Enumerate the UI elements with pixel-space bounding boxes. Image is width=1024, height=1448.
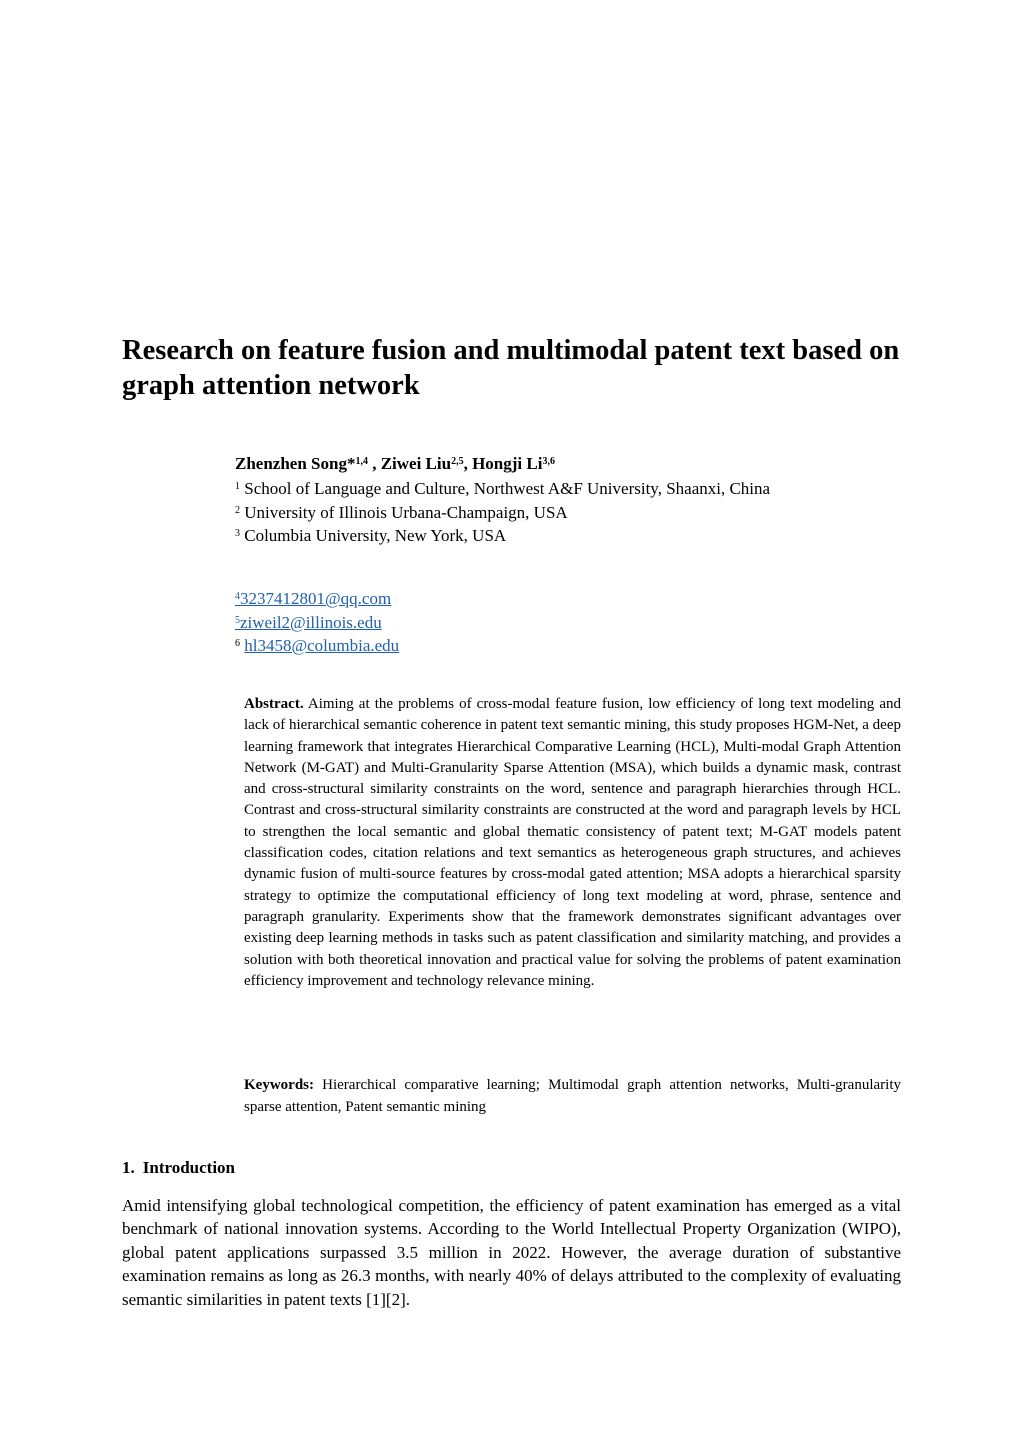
affiliation — [235, 524, 770, 548]
author-name: Hongji Li — [472, 454, 543, 473]
email-marker: 5 — [235, 614, 240, 626]
author-affiliation-marker: 2,5 — [451, 456, 464, 467]
author-affiliation-marker: 1,4 — [355, 456, 368, 467]
author-name: Ziwei Liu — [380, 454, 452, 473]
email-link[interactable] — [235, 613, 382, 632]
email-marker: 4 — [235, 591, 240, 602]
paper-title: Research on feature fusion and multimodal patent text based on graph attention network — [122, 335, 900, 401]
affiliation-marker: 1 — [235, 481, 240, 492]
author-separator: , — [463, 454, 473, 473]
email-address: 3237412801@qq.com — [240, 589, 392, 608]
email-link[interactable] — [235, 589, 391, 608]
email-entry — [235, 587, 399, 611]
email-list — [235, 587, 399, 658]
email-address: ziweil2@illinois.edu — [240, 612, 382, 632]
email-entry — [235, 634, 399, 658]
email-address: hl3458@columbia.edu — [244, 636, 400, 655]
author-affiliation-marker: 3,6 — [542, 456, 555, 467]
email-entry — [235, 611, 399, 635]
affiliation-list — [235, 477, 770, 548]
keywords-text: Hierarchical comparative learning; Multimodal graph attention networks, Multi-granularity sparse attention, Patent semantic mining — [244, 1077, 901, 1115]
author-line — [235, 452, 555, 476]
keywords-label: Keywords: — [244, 1077, 314, 1093]
abstract — [244, 694, 901, 992]
affiliation-text: School of Language and Culture, Northwest A&F University, Shaanxi, China — [244, 479, 771, 498]
intro-paragraph: Amid intensifying global technological competition, the efficiency of patent examination has emerged as a vital benchmark of national innovation systems. According to the World Intellectual Property Organization (WIPO), global patent applications surpassed 3.5 million in 2022. However, the average duration of substantive examination remains as long as 26.3 months, with nearly 40% of delays attributed to the complexity of evaluating semantic similarities in patent texts [1][2]. — [122, 1196, 901, 1309]
section-number: 1. — [122, 1158, 135, 1177]
email-marker: 6 — [235, 638, 240, 649]
author-separator: , — [367, 454, 381, 473]
affiliation-text: University of Illinois Urbana-Champaign, USA — [244, 502, 568, 522]
abstract-label: Abstract. — [244, 696, 304, 712]
email-link[interactable] — [244, 636, 399, 655]
affiliation — [235, 501, 770, 525]
affiliation — [235, 477, 770, 501]
section-heading — [122, 1157, 235, 1179]
section-title: Introduction — [142, 1158, 236, 1177]
author-name: Zhenzhen Song* — [235, 454, 356, 473]
affiliation-marker: 3 — [235, 528, 240, 539]
abstract-text: Aiming at the problems of cross-modal feature fusion, low efficiency of long text modeling and lack of hierarchical semantic coherence in patent text semantic mining, this study proposes HGM-Net, a deep learning framework that integrates Hierarchical Comparative Learning (HCL), Multi-modal Graph Attention Network (M-GAT) and Multi-Granularity Sparse Attention (MSA), which builds a dynamic mask, contrast and cross-structural similarity constraints on the word, sentence and paragraph hierarchies through HCL. Contrast and cross-structural similarity constraints are constructed at the word and paragraph levels by HCL to strengthen the local semantic and global thematic consistency of patent text; M-GAT models patent classification codes, citation relations and text semantics as heterogeneous graph structures, and achieves dynamic fusion of multi-source features by cross-modal gated attention; MSA adopts a hierarchical sparsity strategy to optimize the computational efficiency of long text modeling at word, phrase, sentence and paragraph granularity. Experiments show that the framework demonstrates significant advantages over existing deep learning methods in tasks such as patent classification and similarity matching, and provides a solution with both theoretical innovation and practical value for solving the problems of patent examination efficiency improvement and technology relevance mining. — [244, 696, 901, 989]
affiliation-text: Columbia University, New York, USA — [244, 526, 507, 545]
affiliation-marker: 2 — [235, 504, 240, 516]
keywords — [244, 1075, 901, 1118]
